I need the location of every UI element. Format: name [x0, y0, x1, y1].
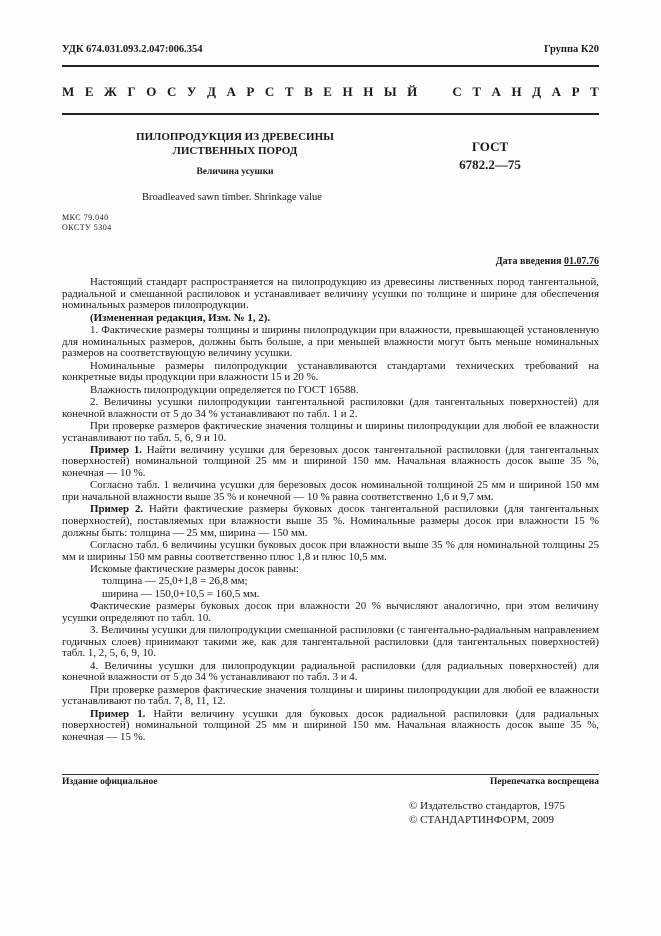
banner-letter: Т — [284, 84, 294, 99]
banner-letter: А — [551, 84, 562, 99]
paragraph — [62, 504, 599, 539]
paragraph: 4. Величины усушки для пилопродукции радиальной распиловки (для радиальных поверхностей) для конечной влажности от 5 до 34 % устанавливают по табл. 3 и 4. — [62, 659, 599, 684]
banner-letter — [428, 84, 442, 100]
banner-letter: Т — [590, 84, 599, 99]
banner-letter: Д — [206, 84, 216, 99]
paragraph: 2. Величины усушки пилопродукции тангентальной распиловки (для тангентальных поверхностей) для конечной влажности от 5 до 34 % устанавливают по табл. 1 и 2. — [62, 395, 599, 420]
copyright-block — [409, 799, 599, 827]
banner-letter: Н — [342, 84, 353, 99]
paragraph: Влажность пилопродукции определяется по ГОСТ 16588. — [90, 383, 359, 396]
example-text: Найти величину усушки для березовых досок тангентальной распиловки (для тангентальных поверхностей) номинальной толщиной 25 мм и шириной 150 мм. Начальная влажность досок выше 35 %, конечная — 10 %. — [62, 443, 599, 480]
gost-designation — [440, 138, 540, 174]
example-lead: Пример 1. — [90, 443, 143, 456]
banner-rule — [62, 113, 599, 115]
banner-letter: Р — [571, 84, 580, 99]
paragraph — [62, 445, 599, 480]
paragraph — [62, 709, 599, 744]
paragraph: Настоящий стандарт распространяется на пилопродукцию из древесины лиственных пород тангентальной, радиальной и смешанной распиловок и устанавливает величину усушки по толщине и ширине для обеспечения номинальных размеров пилопродукции. — [62, 276, 599, 312]
example-text: Найти величину усушки для буковых досок радиальной распиловки (для радиальных поверхностей) номинальной толщиной 25 мм и шириной 150 мм. Начальная влажность досок выше 35 %, конечная — 15 %. — [62, 707, 599, 743]
gost-label: ГОСТ — [471, 139, 509, 154]
effective-date-value: 01.07.76 — [564, 256, 599, 267]
official-edition-label: Издание официальное — [62, 777, 158, 787]
interstate-standard-banner — [62, 84, 599, 100]
english-title: Broadleaved sawn timber. Shrinkage value — [142, 192, 322, 203]
top-rule — [62, 65, 599, 67]
document-title — [120, 130, 350, 158]
banner-letter: С — [264, 84, 275, 99]
paragraph: толщина — 25,0+1,8 = 26,8 мм; — [102, 575, 248, 588]
example-text: Найти фактические размеры буковых досок тангентальной распиловки (для тангентальных поверхностей), поставляемых при влажности выше 35 %. Номинальные размеры досок при влажности 15 % должны быть: толщина — 25 мм, ширина — 150 мм. — [62, 503, 599, 539]
body-text — [62, 277, 599, 744]
classification-codes — [62, 213, 112, 233]
example-lead: Пример 1. — [90, 707, 146, 720]
banner-letter: М — [62, 84, 75, 99]
effective-date — [496, 256, 599, 267]
banner-letter: Г — [127, 84, 136, 99]
banner-letter: А — [226, 84, 236, 99]
paragraph: Искомые фактические размеры досок равны: — [90, 563, 299, 576]
document-subtitle: Величина усушки — [196, 167, 274, 177]
banner-letter: Е — [323, 84, 332, 99]
banner-letter: Ж — [104, 84, 117, 99]
paragraph: (Измененная редакция, Изм. № 1, 2). — [90, 311, 271, 324]
paragraph: Номинальные размеры пилопродукции устанавливаются стандартами технических требований на конкретные виды продукции при влажности 15 и 20 %. — [62, 359, 599, 384]
banner-letter: Т — [472, 84, 481, 99]
banner-letter: Н — [363, 84, 374, 99]
banner-letter: В — [304, 84, 313, 99]
banner-letter: Н — [511, 84, 522, 99]
copyright-line-2: © СТАНДАРТИНФОРМ, 2009 — [409, 814, 554, 826]
effective-date-label: Дата введения — [495, 256, 562, 267]
title-line-1: ПИЛОПРОДУКЦИЯ ИЗ ДРЕВЕСИНЫ — [136, 131, 334, 143]
banner-letter: О — [146, 84, 157, 99]
example-lead: Пример 2. — [90, 503, 144, 516]
okstu-code: ОКСТУ 5304 — [62, 223, 112, 232]
banner-letter: А — [491, 84, 501, 99]
paragraph: 1. Фактические размеры толщины и ширины пилопродукции при влажности, превышающей установленную для номинальных размеров, должны быть больше, а при меньшей влажности могут быть меньше номинальных размеров на соответствующую величину усушки. — [62, 323, 599, 360]
paragraph: 3. Величины усушки для пилопродукции смешанной распиловки (с тангентально-радиальным направлением годичных слоев) принимают такими же, как для тангентальной распиловки (для тангентальных поверхностей) табл. 1, 2, 5, 6, 9, 10. — [62, 624, 599, 660]
banner-letter: С — [166, 84, 177, 99]
mks-code: МКС 79.040 — [62, 213, 109, 222]
reprint-prohibited-label: Перепечатка воспрещена — [489, 777, 599, 787]
banner-letter: Й — [407, 84, 418, 99]
paragraph: Согласно табл. 6 величины усушки буковых досок при влажности выше 35 % для номинальной толщины 25 мм и ширины 150 мм равны соответственно плюс 1,8 и плюс 10,5 мм. — [62, 539, 599, 563]
title-line-2: ЛИСТВЕННЫХ ПОРОД — [172, 145, 298, 157]
banner-letter: Е — [84, 84, 94, 99]
group-code: Группа К20 — [543, 44, 599, 55]
banner-letter: Р — [246, 84, 255, 99]
paragraph: При проверке размеров фактические значения толщины и ширины пилопродукции для любой ее влажности устанавливают по табл. 5, 6, 9 и 10. — [62, 419, 599, 444]
paragraph: ширина — 150,0+10,5 = 160,5 мм. — [102, 587, 260, 600]
gost-number: 6782.2—75 — [459, 157, 521, 172]
banner-letter: С — [452, 84, 462, 99]
paragraph: При проверке размеров фактические значения толщины и ширины пилопродукции для любой ее влажности устанавливают по табл. 7, 8, 11, 12. — [62, 683, 599, 708]
udk-code: УДК 674.031.093.2.047:006.354 — [62, 44, 203, 55]
banner-letter: У — [186, 84, 197, 99]
paragraph: Фактические размеры буковых досок при влажности 20 % вычисляют аналогично, при этом величину усушки определяют по табл. 10. — [62, 600, 599, 624]
copyright-line-1: © Издательство стандартов, 1975 — [409, 800, 565, 812]
paragraph: Согласно табл. 1 величина усушки для березовых досок номинальной толщиной 25 мм и шириной 150 мм при начальной влажности выше 35 % и конечной — 10 % равна соответственно 1,6 и 9,7 мм. — [62, 479, 599, 504]
footer-rule — [62, 774, 599, 775]
banner-letter: Д — [532, 84, 542, 99]
banner-letter: Ы — [383, 84, 397, 99]
